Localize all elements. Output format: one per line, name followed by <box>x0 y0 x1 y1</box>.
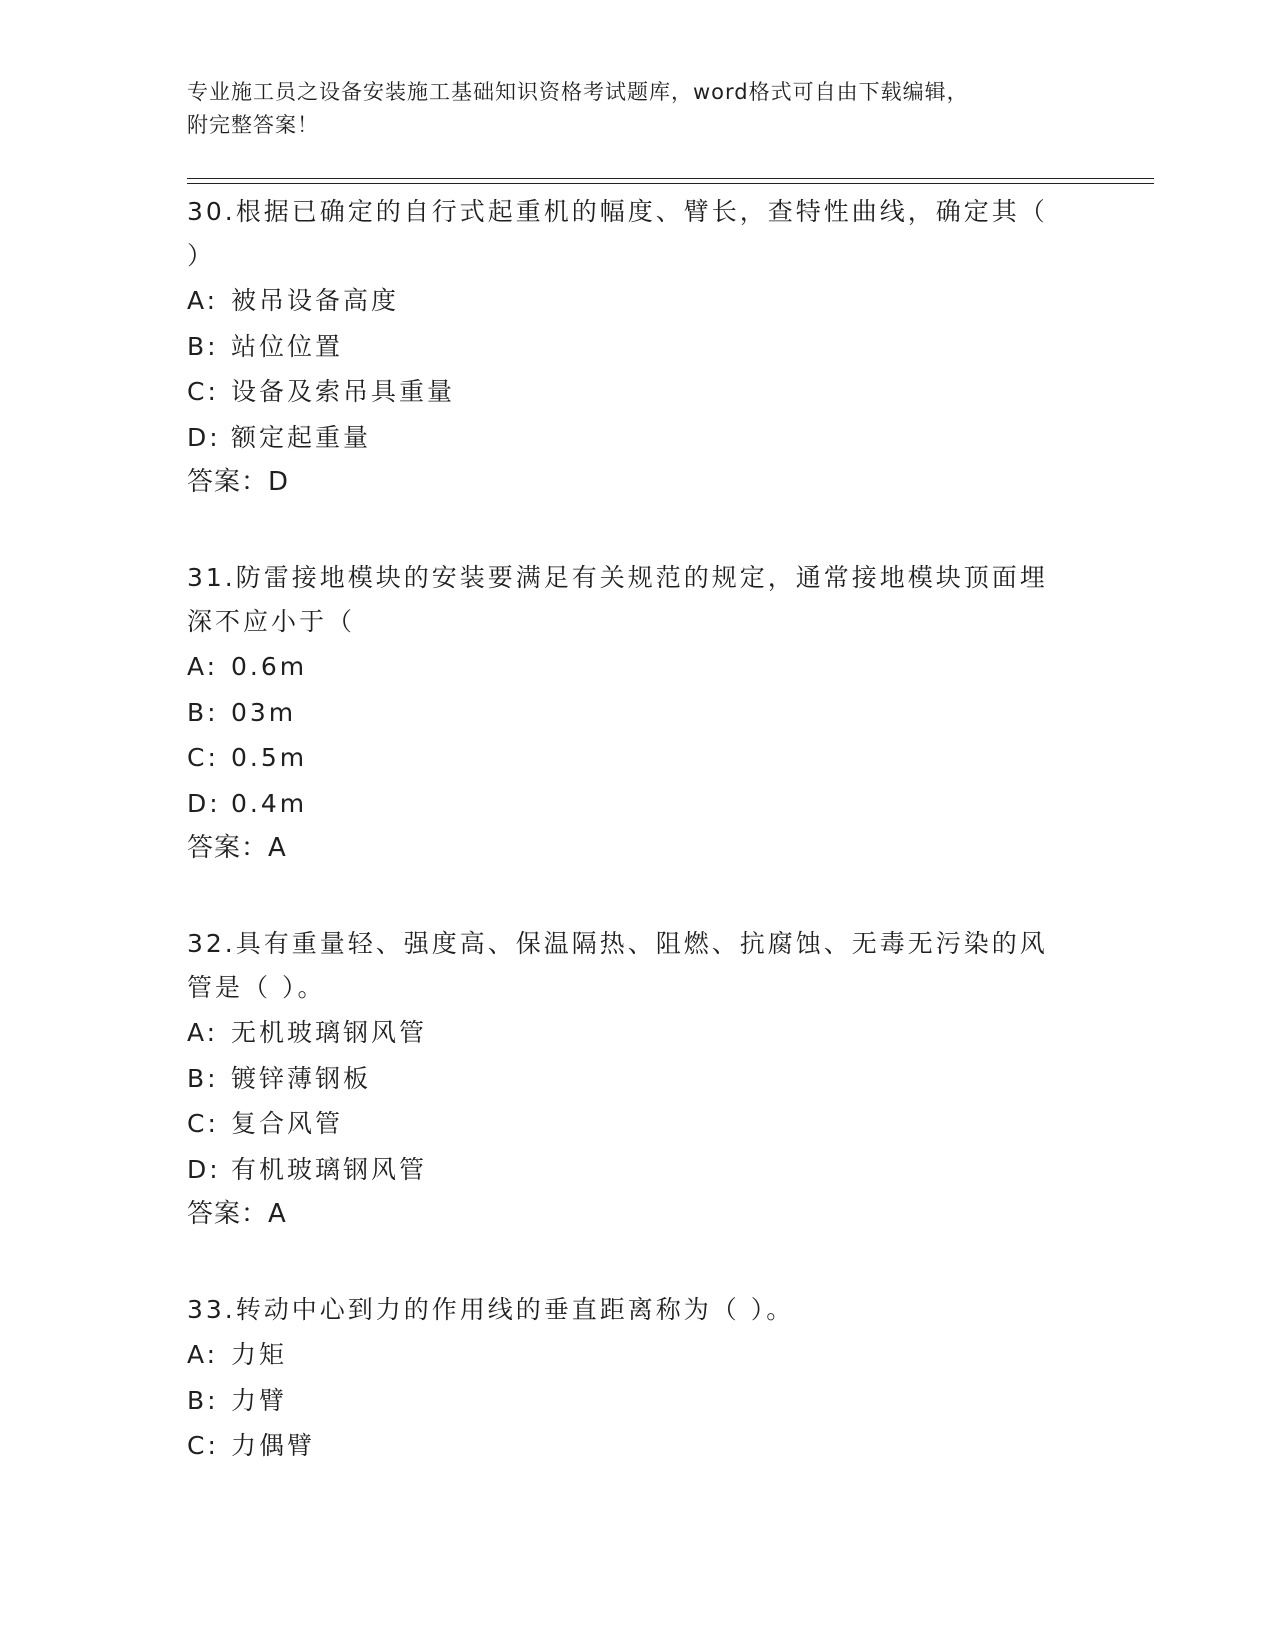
answer: 答案：A <box>187 833 287 863</box>
option-letter: A: <box>187 1340 219 1369</box>
question-33 <box>187 1288 1087 1469</box>
header-divider-top <box>187 178 1154 179</box>
option-a <box>187 278 1087 324</box>
document-header <box>187 76 1077 142</box>
option-text: 力臂 <box>231 1385 288 1415</box>
question-stem-line-2: 管是（ ）。 <box>187 973 326 1002</box>
option-c <box>187 1101 1087 1147</box>
question-31 <box>187 556 1087 871</box>
option-text: 设备及索吊具重量 <box>231 377 456 406</box>
option-letter: D: <box>187 422 221 452</box>
option-text: 0.5m <box>231 743 308 772</box>
option-letter: D: <box>187 1154 221 1184</box>
option-text: 无机玻璃钢风管 <box>231 1018 428 1047</box>
question-stem-line-1: 32.具有重量轻、强度高、保温隔热、阻燃、抗腐蚀、无毒无污染的风 <box>187 929 1048 958</box>
option-c <box>187 735 1087 781</box>
answer: 答案：D <box>187 467 290 497</box>
question-30 <box>187 190 1087 505</box>
option-a <box>187 1332 1087 1378</box>
option-letter: B: <box>187 331 219 361</box>
option-b <box>187 324 1087 370</box>
option-text: 0.6m <box>231 652 308 681</box>
option-d <box>187 415 1087 461</box>
option-a <box>187 1010 1087 1056</box>
option-text: 额定起重量 <box>231 422 372 452</box>
option-letter: B: <box>187 697 219 727</box>
option-text: 03m <box>231 697 297 727</box>
option-text: 力矩 <box>231 1340 288 1369</box>
option-text: 0.4m <box>231 788 308 818</box>
option-b <box>187 1056 1087 1102</box>
option-letter: C: <box>187 1431 219 1460</box>
option-letter: D: <box>187 788 221 818</box>
option-d <box>187 781 1087 827</box>
option-letter: B: <box>187 1385 219 1415</box>
option-text: 有机玻璃钢风管 <box>231 1154 428 1184</box>
question-stem-line-1: 31.防雷接地模块的安装要满足有关规范的规定，通常接地模块顶面埋 <box>187 563 1048 592</box>
option-text: 站位位置 <box>231 331 344 361</box>
option-d <box>187 1147 1087 1193</box>
question-stem-line-2: 深不应小于（ <box>187 607 356 636</box>
option-text: 复合风管 <box>231 1109 344 1138</box>
option-letter: C: <box>187 743 219 772</box>
option-text: 被吊设备高度 <box>231 286 400 315</box>
option-letter: C: <box>187 377 219 406</box>
answer: 答案：A <box>187 1199 287 1229</box>
option-b <box>187 690 1087 736</box>
option-letter: A: <box>187 286 219 315</box>
question-stem-line-1: 30.根据已确定的自行式起重机的幅度、臂长，查特性曲线，确定其（ <box>187 197 1048 226</box>
header-divider-bottom <box>187 183 1154 184</box>
option-letter: B: <box>187 1063 219 1093</box>
option-text: 力偶臂 <box>231 1431 316 1460</box>
header-line-2: 附完整答案！ <box>187 113 319 137</box>
question-32 <box>187 922 1087 1237</box>
question-stem-line-1: 33.转动中心到力的作用线的垂直距离称为（ ）。 <box>187 1295 795 1324</box>
option-letter: A: <box>187 652 219 681</box>
option-c <box>187 1423 1087 1469</box>
option-a <box>187 644 1087 690</box>
option-b <box>187 1378 1087 1424</box>
option-c <box>187 369 1087 415</box>
header-line-1: 专业施工员之设备安装施工基础知识资格考试题库，word格式可自由下载编辑， <box>187 80 969 104</box>
question-stem-line-2: ） <box>187 241 216 270</box>
option-text: 镀锌薄钢板 <box>231 1063 372 1093</box>
option-letter: A: <box>187 1018 219 1047</box>
option-letter: C: <box>187 1109 219 1138</box>
